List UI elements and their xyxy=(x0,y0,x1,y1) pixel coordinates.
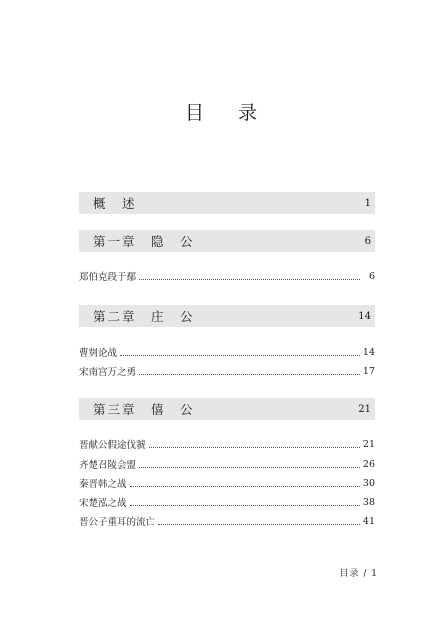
dot-leader xyxy=(139,467,360,468)
section-page-number: 6 xyxy=(364,235,371,247)
dot-leader xyxy=(130,505,360,506)
page-footer: 目录 / 1 xyxy=(339,569,378,579)
toc-entry[interactable] xyxy=(79,268,375,284)
section-heading-chapter-1[interactable] xyxy=(79,230,375,252)
toc-entry-title: 晋公子重耳的流亡 xyxy=(79,517,156,528)
toc-entry-title: 郑伯克段于鄢 xyxy=(79,272,137,283)
page-title: 目 录 xyxy=(184,102,272,124)
toc-entry[interactable] xyxy=(79,475,375,491)
section-label: 概 述 xyxy=(93,196,137,211)
toc-entry-title: 曹刿论战 xyxy=(79,348,118,359)
dot-leader xyxy=(139,374,360,375)
toc-entry[interactable] xyxy=(79,494,375,510)
dot-leader xyxy=(158,524,360,525)
dot-leader xyxy=(130,486,360,487)
section-label: 第一章 隐 公 xyxy=(93,234,195,249)
toc-entry-page: 21 xyxy=(362,438,375,450)
toc-entry[interactable] xyxy=(79,344,375,360)
toc-entry[interactable] xyxy=(79,363,375,379)
toc-entry[interactable] xyxy=(79,436,375,452)
toc-entry-title: 晋献公假途伐虢 xyxy=(79,440,146,451)
section-page-number: 1 xyxy=(364,197,371,209)
section-page-number: 14 xyxy=(358,310,371,322)
section-heading-chapter-3[interactable] xyxy=(79,398,375,420)
section-heading-overview[interactable] xyxy=(79,192,375,214)
section-label: 第三章 僖 公 xyxy=(93,402,195,417)
toc-entry-page: 41 xyxy=(362,515,375,527)
toc-entry-title: 齐楚召陵会盟 xyxy=(79,460,137,471)
toc-entry-page: 26 xyxy=(362,458,375,470)
toc-entry-title: 宋南宫万之勇 xyxy=(79,367,137,378)
dot-leader xyxy=(139,279,360,280)
toc-entry-page: 38 xyxy=(362,496,375,508)
toc-entry-page: 14 xyxy=(362,346,375,358)
section-label: 第二章 庄 公 xyxy=(93,309,195,324)
section-heading-chapter-2[interactable] xyxy=(79,305,375,327)
dot-leader xyxy=(149,447,360,448)
toc-entry[interactable] xyxy=(79,513,375,529)
toc-entry-title: 宋楚泓之战 xyxy=(79,498,127,509)
toc-entry-page: 17 xyxy=(362,365,375,377)
toc-entry-title: 秦晋韩之战 xyxy=(79,479,127,490)
toc-entry-page: 30 xyxy=(362,477,375,489)
section-page-number: 21 xyxy=(358,403,371,415)
dot-leader xyxy=(120,355,360,356)
toc-entry[interactable] xyxy=(79,456,375,472)
toc-entry-page: 6 xyxy=(368,270,375,282)
